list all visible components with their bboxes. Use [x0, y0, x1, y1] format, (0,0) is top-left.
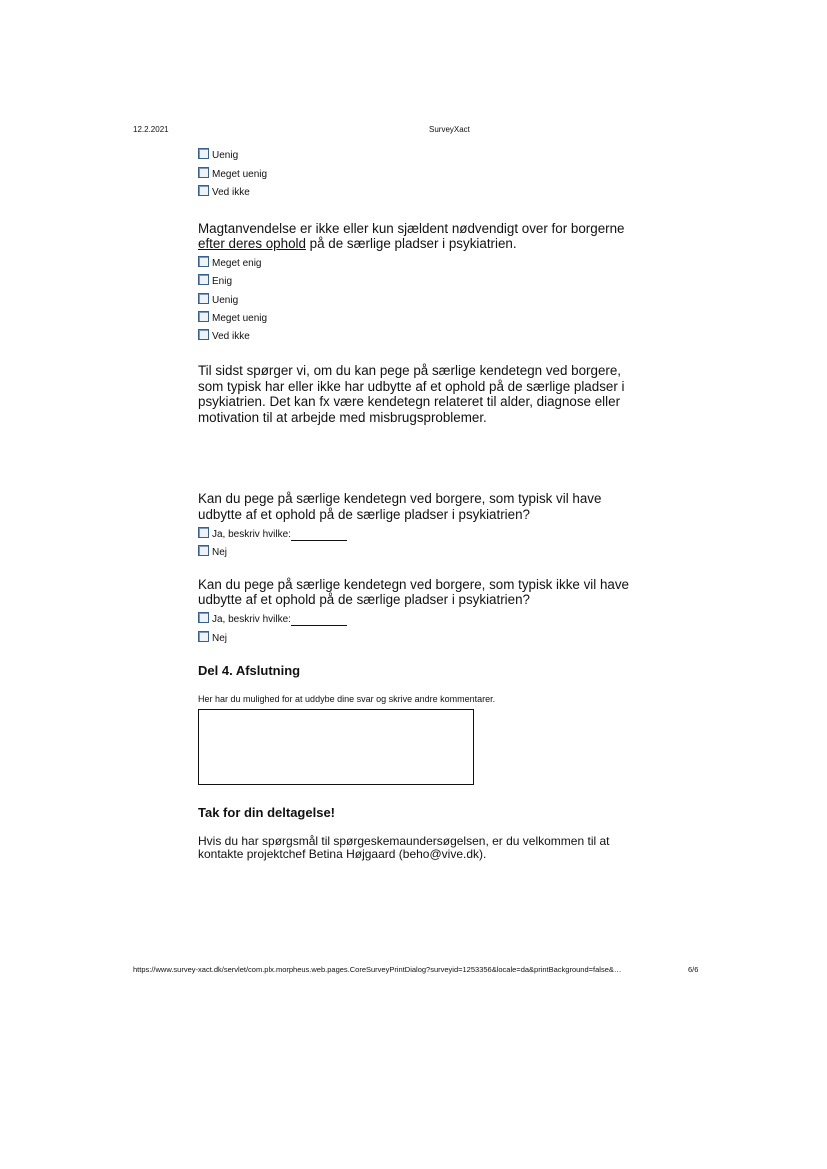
option-label: Meget enig — [212, 258, 262, 270]
option-row[interactable] — [198, 307, 638, 325]
prev-question-options — [198, 144, 638, 199]
question-emphasis: efter deres ophold — [198, 236, 306, 252]
text-blank[interactable] — [291, 529, 347, 541]
option-label: Nej — [212, 546, 228, 558]
footer-url: https://www.survey-xact.dk/servlet/com.plx.morpheus.web.pages.CoreSurveyPrintDialog?surveyid=1253356&locale=da&printBackground=false&… — [133, 965, 622, 974]
checkbox[interactable] — [198, 545, 209, 556]
option-label: Meget uenig — [212, 313, 268, 325]
option-label: Ved ikke — [212, 331, 250, 343]
question-benefit: Kan du pege på særlige kendetegn ved borgere, som typisk vil have udbytte af et ophold på de særlige pladser i psykiatrien? — [198, 491, 602, 522]
checkbox[interactable] — [198, 148, 209, 159]
thanks-text: Hvis du har spørgsmål til spørgeskemaundersøgelsen, er du velkommen til at kontakte projektchef Betina Højgaard (beho@vive.dk). — [198, 833, 610, 862]
option-row[interactable] — [198, 608, 638, 626]
question-text: på de særlige pladser i psykiatrien. — [305, 236, 517, 252]
option-row[interactable] — [198, 270, 638, 288]
option-row[interactable] — [198, 541, 638, 559]
checkbox[interactable] — [198, 293, 209, 304]
checkbox[interactable] — [198, 311, 209, 322]
question-after-stay — [198, 221, 634, 252]
option-label: Nej — [212, 632, 228, 644]
option-label: Ved ikke — [212, 186, 250, 198]
benefit-options — [198, 522, 638, 559]
checkbox[interactable] — [198, 256, 209, 267]
option-label: Ja, beskriv hvilke: — [212, 614, 291, 626]
option-label: Uenig — [212, 294, 239, 306]
print-title: SurveyXact — [429, 125, 470, 134]
question-no-benefit: Kan du pege på særlige kendetegn ved borgere, som typisk ikke vil have udbytte af et ophold på de særlige pladser i psykiatrien? — [198, 576, 629, 608]
checkbox[interactable] — [198, 167, 209, 178]
option-row[interactable] — [198, 181, 638, 199]
checkbox[interactable] — [198, 527, 209, 538]
question-text: Magtanvendelse er ikke eller kun sjældent nødvendigt over for borgerne — [198, 220, 625, 236]
thanks-title: Tak for din deltagelse! — [198, 804, 336, 820]
checkbox[interactable] — [198, 329, 209, 340]
survey-content — [198, 144, 638, 862]
option-row[interactable] — [198, 522, 638, 540]
section-title: Del 4. Afslutning — [198, 662, 301, 678]
option-row[interactable] — [198, 288, 638, 306]
page-number: 6/6 — [688, 965, 699, 974]
checkbox[interactable] — [198, 274, 209, 285]
print-date: 12.2.2021 — [133, 125, 169, 134]
option-row[interactable] — [198, 626, 638, 644]
option-label: Enig — [212, 276, 233, 288]
option-row[interactable] — [198, 162, 638, 180]
comment-prompt: Her har du mulighed for at uddybe dine svar og skrive andre kommentarer. — [198, 693, 496, 704]
checkbox[interactable] — [198, 185, 209, 196]
checkbox[interactable] — [198, 631, 209, 642]
option-label: Meget uenig — [212, 168, 268, 180]
option-label: Ja, beskriv hvilke: — [212, 528, 291, 540]
option-label: Uenig — [212, 150, 239, 162]
comment-textarea[interactable] — [198, 709, 474, 785]
option-row[interactable] — [198, 252, 638, 270]
text-blank[interactable] — [291, 614, 347, 626]
option-row[interactable] — [198, 325, 638, 343]
intro-text: Til sidst spørger vi, om du kan pege på særlige kendetegn ved borgere, som typisk har eller ikke har udbytte af et ophold på de særlige pladser i psykiatrien. Det kan fx være kendetegn relateret til alder, diagnose eller motivation til at arbejde med misbrugsproblemer. — [198, 363, 625, 425]
option-row[interactable] — [198, 144, 638, 162]
checkbox[interactable] — [198, 612, 209, 623]
after-stay-options — [198, 252, 638, 343]
no-benefit-options — [198, 608, 638, 645]
